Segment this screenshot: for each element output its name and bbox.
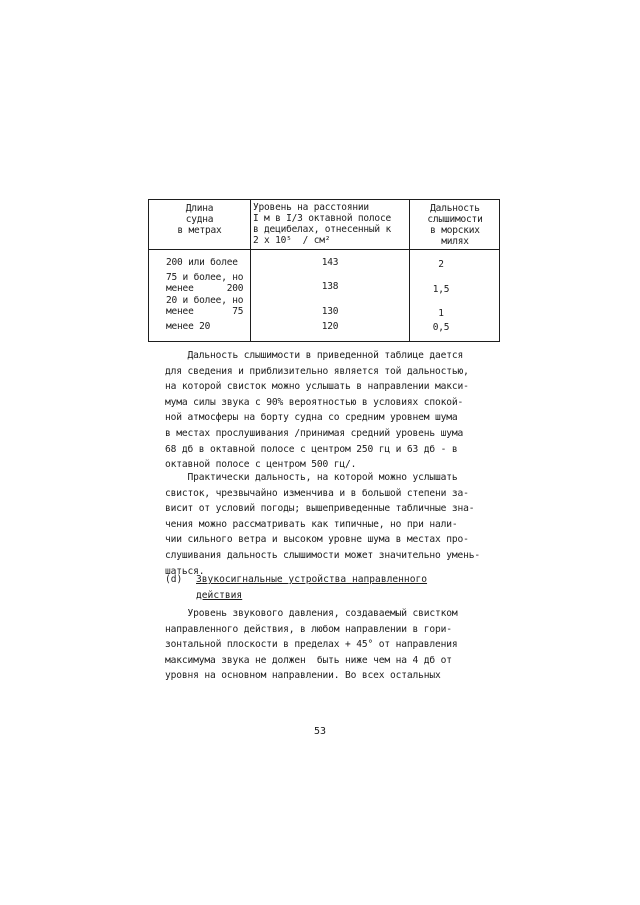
table-cell-length: 200 или более [166,257,238,268]
table-cell-length: менее 20 [166,321,211,332]
table-cell-level: 120 [321,321,339,332]
table-cell-level: 143 [321,257,339,268]
table-cell-range: 0,5 [432,322,450,333]
table-cell-length: 75 и более, но менее 200 [166,272,244,294]
table-cell-level: 130 [321,306,339,317]
table-cell-range: 1 [438,308,444,319]
table-cell-range: 1,5 [432,284,450,295]
header-sound-level: Уровень на расстоянии I м в I/3 октавной полосе в децибелах, отнесенный к 2 x 10⁵ / см² [253,202,391,246]
table-divider [409,200,410,341]
audibility-table [148,199,500,342]
section-marker: (d) [165,574,183,585]
table-cell-level: 138 [321,281,339,292]
header-vessel-length: Длина судна в метрах [177,203,222,236]
table-cell-length: 20 и более, но менее 75 [166,295,244,317]
page-number: 53 [313,726,327,737]
header-audibility-range: Дальность слышимости в морских милях [427,203,483,247]
table-header-divider [149,249,499,250]
paragraph-audibility-note: Дальность слышимости в приведенной таблице дается для сведения и приблизительно является той дальностью, на которой свисток можно услышать в направлении макси- мума силы звука с 90% вероятностью в условиях спокой- ной атмосферы на борту судна со средним уровнем шума в местах прослушивания /принимая средний уровень шума 68 дб в октавной полосе с центром 250 гц и 63 дб - в октавной полосе с центром 500 гц/. [165,350,469,471]
paragraph-practical-range: Практически дальность, на которой можно услышать свисток, чрезвычайно изменчива и в большой степени за- висит от условий погоды; вышеприведенные табличные зна- чения можно рассматривать как типичные, но при нали- чии сильного ветра и высоком уровне шума в местах про- слушивания дальность слышимости может значительно умень- шаться. [165,472,481,577]
table-cell-range: 2 [438,259,444,270]
paragraph-directional-devices: Уровень звукового давления, создаваемый свистком направленного действия, в любом направлении в гори- зонтальной плоскости в пределах + 45° от направления максимума звука не должен быть ниже чем на 4 дб от уровня на основном направлении. Во всех остальных [165,608,458,682]
section-title: Звукосигнальные устройства направленного действия [196,574,428,601]
table-divider [250,200,251,341]
